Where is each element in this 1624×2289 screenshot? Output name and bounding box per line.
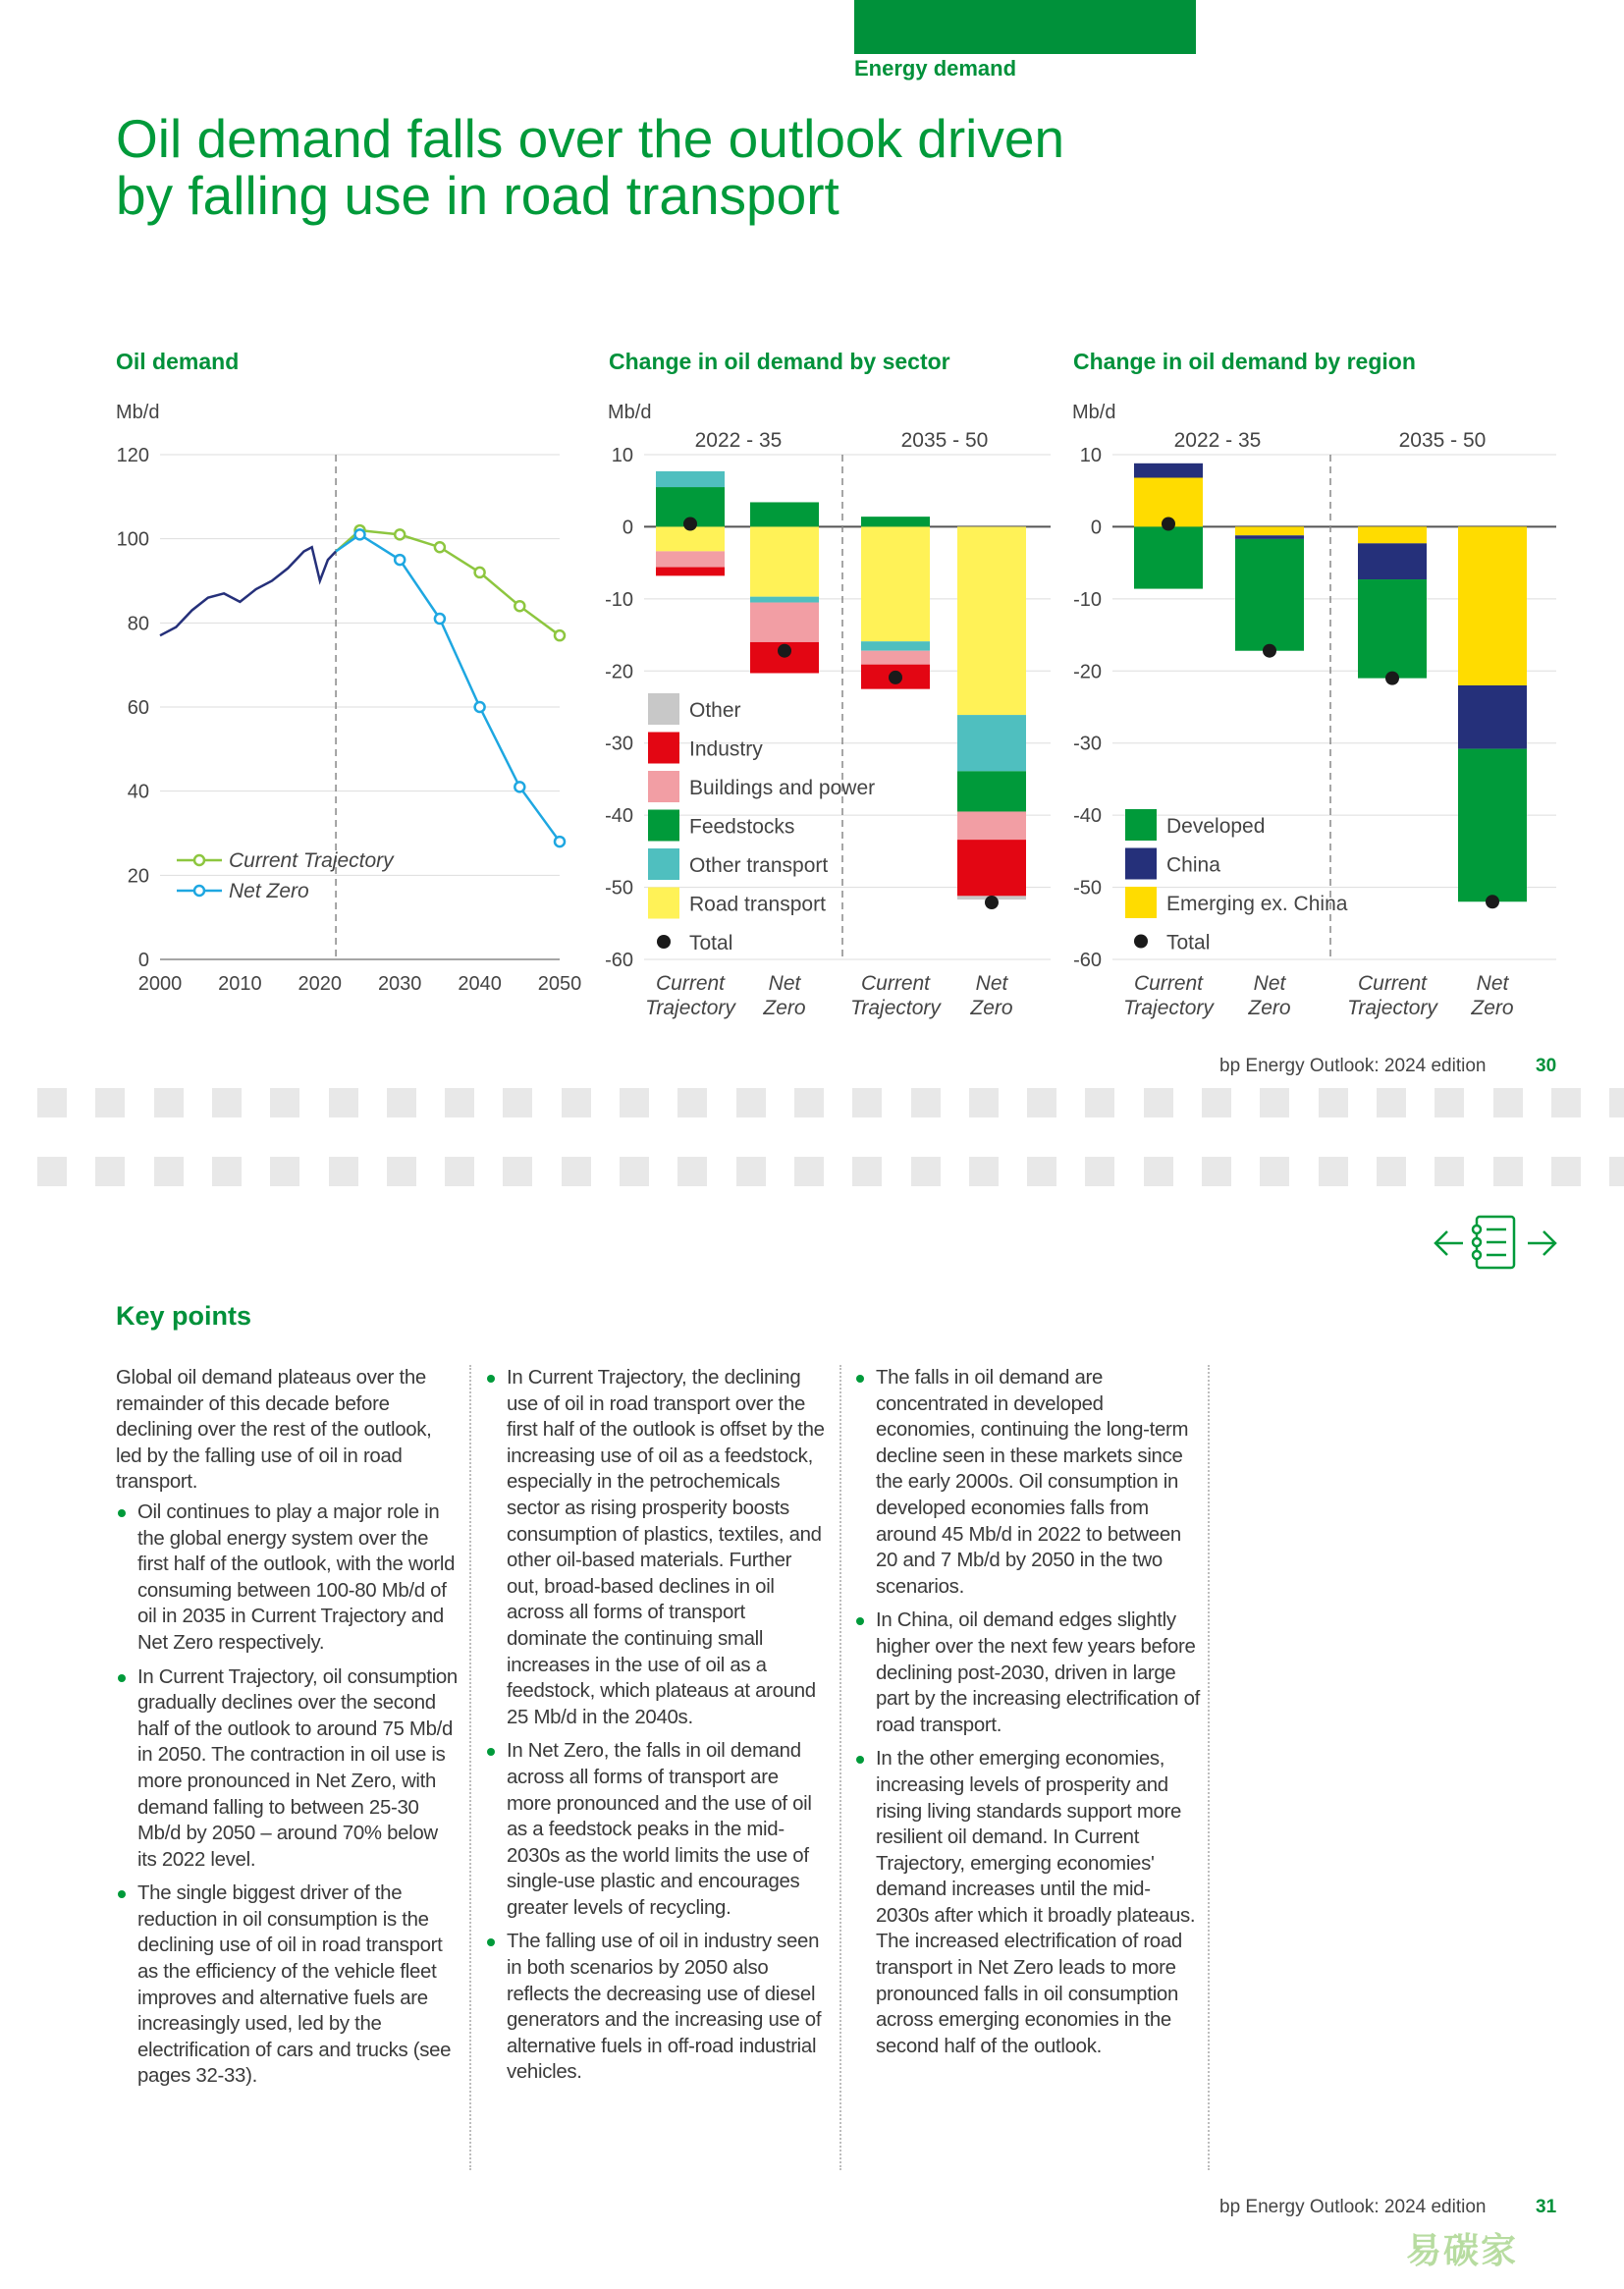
band-square <box>1027 1157 1056 1186</box>
band-square <box>1260 1157 1289 1186</box>
chart2-unit-label: Mb/d <box>608 402 652 423</box>
band-square <box>37 1088 67 1117</box>
chart2-category-label: Net <box>975 972 1008 995</box>
chart2-category-label: Current <box>655 972 726 995</box>
chart2-legend-label: Buildings and power <box>689 777 876 799</box>
band-square <box>387 1088 416 1117</box>
band-square <box>562 1088 591 1117</box>
column-divider <box>1208 1365 1210 2170</box>
key-points-column-1 <box>116 1365 461 2098</box>
band-square <box>1435 1157 1464 1186</box>
chart3-period-label: 2022 - 35 <box>1173 429 1262 452</box>
chart3-y-tick-label: -20 <box>1073 661 1102 683</box>
band-square <box>794 1157 824 1186</box>
band-square <box>852 1088 882 1117</box>
band-square <box>794 1088 824 1117</box>
band-square <box>1609 1157 1624 1186</box>
chart2-category-label: Trajectory <box>645 997 735 1019</box>
chart2-legend-marker <box>657 935 671 949</box>
bullet-point: In Current Trajectory, oil consumption gradually declines over the second half of the outlook to around 75 Mb/d in 2050. The contraction in oil use is more pronounced in Net Zero, with demand falling to between 25-30 Mb/d by 2050 – around 70% below its 2022 level. <box>116 1664 461 1874</box>
band-square <box>969 1157 999 1186</box>
chart3-y-tick-label: -40 <box>1073 805 1102 828</box>
chart1-legend-label: Net Zero <box>229 880 309 902</box>
chart1-x-tick-label: 2040 <box>458 973 502 995</box>
chart2-y-tick-label: -50 <box>605 877 633 899</box>
chart3-bar-segment <box>1358 579 1427 679</box>
chart1-y-tick-label: 60 <box>127 697 149 719</box>
band-square <box>1493 1088 1523 1117</box>
band-square <box>503 1157 532 1186</box>
page-title-line-1: Oil demand falls over the outlook driven <box>116 108 1065 169</box>
chart3-bar-segment <box>1235 535 1304 539</box>
band-square <box>95 1088 125 1117</box>
chart3-category-label: Net <box>1253 972 1286 995</box>
chart1-y-tick-label: 40 <box>127 781 149 803</box>
column-divider <box>469 1365 471 2170</box>
band-square <box>1144 1088 1173 1117</box>
key-points-column-2 <box>485 1365 825 2094</box>
chart2-legend-swatch <box>648 848 679 880</box>
band-square <box>329 1157 358 1186</box>
key-points-intro: Global oil demand plateaus over the remainder of this decade before declining over the rest of the outlook, led by the falling use of oil in road transport. <box>116 1367 432 1494</box>
band-square <box>736 1088 766 1117</box>
band-square <box>620 1088 649 1117</box>
chart2-bar-segment <box>957 840 1026 896</box>
chart3-category-label: Current <box>1133 972 1204 995</box>
chart2-category-label: Net <box>768 972 801 995</box>
bullet-point: In the other emerging economies, increasing levels of prosperity and rising living standards support more resilient oil demand. In Current Trajectory, emerging economies' demand increases until the mid-2030s after which it broadly plateaus. The increased electrification of road transport in Net Zero leads to more pronounced falls in oil consumption across emerging economies in the second half of the outlook. <box>854 1746 1200 2059</box>
band-square <box>154 1157 184 1186</box>
chart3-title: Change in oil demand by region <box>1073 349 1416 374</box>
chart3-period-label: 2035 - 50 <box>1398 429 1487 452</box>
chart2-legend-label: Road transport <box>689 893 826 916</box>
band-square <box>620 1157 649 1186</box>
chart2-bar-segment <box>656 568 725 576</box>
band-square <box>1144 1157 1173 1186</box>
chart2-bar-segment <box>750 526 819 596</box>
bullet-point: In Current Trajectory, the declining use of oil in road transport over the first half of the outlook is offset by the increasing use of oil as a feedstock, especially in the petrochemicals sector as rising prosperity boosts consumption of plastics, textiles, and other oil-based materials. Further out, broad-based declines in oil across all forms of transport dominate the continuing small increases in the use of oil as a feedstock, which plateaus at around 25 Mb/d in the 2040s. <box>485 1365 825 1730</box>
chart2-total-marker <box>778 644 791 658</box>
bullet-point: In Net Zero, the falls in oil demand across all forms of transport are more pronounced and the use of oil as a feedstock peaks in the mid-2030s as the world limits the use of single-use plastic and encourages greater levels of recycling. <box>485 1738 825 1921</box>
chart2-bar-segment <box>957 526 1026 715</box>
chart3-category-label: Current <box>1357 972 1428 995</box>
chart1-x-tick-label: 2030 <box>377 973 422 995</box>
chart1-legend-label: Current Trajectory <box>229 849 394 872</box>
band-square <box>677 1088 707 1117</box>
chart1-title: Oil demand <box>116 349 240 374</box>
chart2-period-label: 2022 - 35 <box>694 429 783 452</box>
chart3-category-label: Zero <box>1471 997 1514 1019</box>
chart2-legend-label: Total <box>689 932 733 954</box>
chart2-bar-segment <box>656 551 725 567</box>
band-square <box>1260 1088 1289 1117</box>
band-square <box>1551 1088 1581 1117</box>
chart1-y-tick-label: 100 <box>116 528 149 551</box>
chart2-bar-segment <box>861 651 930 665</box>
band-square <box>1377 1088 1406 1117</box>
chart3-total-marker <box>1162 517 1175 530</box>
chart2-y-tick-label: 0 <box>622 517 633 539</box>
band-square <box>329 1088 358 1117</box>
band-square <box>911 1157 941 1186</box>
chart3-legend-label: China <box>1166 853 1220 877</box>
band-square <box>95 1157 125 1186</box>
chart2-bar-segment <box>656 471 725 487</box>
chart1-x-tick-label: 2050 <box>537 973 582 995</box>
band-square <box>1085 1157 1114 1186</box>
chart2-total-marker <box>889 671 902 684</box>
sector-change-bar-chart <box>0 0 1624 1021</box>
chart3-y-tick-label: -50 <box>1073 877 1102 899</box>
band-square <box>212 1157 242 1186</box>
band-square <box>1435 1088 1464 1117</box>
band-square <box>387 1157 416 1186</box>
chart2-category-label: Zero <box>970 997 1013 1019</box>
chart3-bar-segment <box>1358 526 1427 543</box>
chart1-unit-label: Mb/d <box>116 402 160 423</box>
chart3-bar-segment <box>1358 543 1427 579</box>
band-square <box>1493 1157 1523 1186</box>
chart2-legend-swatch <box>648 810 679 842</box>
page-break-band-bottom <box>0 1157 1624 1190</box>
chart3-y-tick-label: -10 <box>1073 588 1102 611</box>
band-square <box>969 1088 999 1117</box>
chart2-category-label: Current <box>860 972 931 995</box>
chart2-y-tick-label: 10 <box>611 445 633 466</box>
chart2-bar-segment <box>861 641 930 651</box>
chart1-y-tick-label: 20 <box>127 865 149 888</box>
chart1-y-tick-label: 80 <box>127 613 149 635</box>
key-points-column-3 <box>854 1365 1200 2067</box>
chart3-bar-segment <box>1134 526 1203 588</box>
band-square <box>562 1157 591 1186</box>
chart2-legend-label: Feedstocks <box>689 815 795 839</box>
band-square <box>1551 1157 1581 1186</box>
chart3-y-tick-label: 10 <box>1079 445 1102 466</box>
chart2-category-label: Trajectory <box>850 997 941 1019</box>
chart3-category-label: Zero <box>1248 997 1291 1019</box>
chart2-bar-segment <box>750 597 819 603</box>
chart3-unit-label: Mb/d <box>1072 402 1116 423</box>
arrow-left-icon[interactable] <box>1435 1231 1463 1255</box>
chart1-y-tick-label: 120 <box>116 445 149 466</box>
chart1-x-tick-label: 2000 <box>137 973 183 995</box>
arrow-right-icon[interactable] <box>1528 1231 1555 1255</box>
chart3-legend-swatch <box>1125 809 1157 841</box>
band-square <box>445 1088 474 1117</box>
chart2-legend-label: Industry <box>689 737 763 761</box>
chart2-total-marker <box>985 896 999 909</box>
chart3-legend-swatch <box>1125 887 1157 918</box>
chart3-total-marker <box>1486 895 1499 908</box>
column-divider <box>839 1365 841 2170</box>
chart3-legend-marker <box>1134 935 1148 949</box>
band-square <box>503 1088 532 1117</box>
band-square <box>212 1088 242 1117</box>
chart1-y-tick-label: 0 <box>137 950 149 971</box>
chart2-y-tick-label: -40 <box>605 805 633 828</box>
chart3-bar-segment <box>1235 526 1304 535</box>
chart1-x-tick-label: 2020 <box>298 973 343 995</box>
chart3-y-tick-label: 0 <box>1090 517 1102 539</box>
page-number-31: 31 <box>1536 2197 1557 2217</box>
chart3-total-marker <box>1385 672 1399 685</box>
footer-edition-right: bp Energy Outlook: 2024 edition <box>1219 2197 1487 2217</box>
bullet-point: The falls in oil demand are concentrated in developed economies, continuing the long-term decline seen in these markets since the early 2000s. Oil consumption in developed economies falls from around 45 Mb/d in 2022 to between 20 and 7 Mb/d by 2050 in the two scenarios. <box>854 1365 1200 1600</box>
band-square <box>154 1088 184 1117</box>
chart2-legend-swatch <box>648 888 679 919</box>
bullet-point: Oil continues to play a major role in the global energy system over the first half of the outlook, with the world consuming between 100-80 Mb/d of oil in 2035 in Current Trajectory and Net Zero respectively. <box>116 1499 461 1657</box>
chart2-bar-segment <box>957 771 1026 811</box>
band-square <box>677 1157 707 1186</box>
chart3-legend-label: Emerging ex. China <box>1166 893 1348 915</box>
contents-list-icon[interactable] <box>1473 1217 1514 1268</box>
chart2-legend-swatch <box>648 733 679 764</box>
chart2-legend-label: Other <box>689 699 741 722</box>
band-square <box>1027 1088 1056 1117</box>
band-square <box>1609 1088 1624 1117</box>
chart3-category-label: Trajectory <box>1347 997 1437 1019</box>
band-square <box>911 1088 941 1117</box>
chart2-period-label: 2035 - 50 <box>900 429 989 452</box>
chart3-y-tick-label: -60 <box>1073 950 1102 971</box>
chart2-category-label: Zero <box>763 997 806 1019</box>
chart2-y-tick-label: -60 <box>605 950 633 971</box>
chart2-bar-segment <box>957 715 1026 771</box>
band-square <box>1085 1088 1114 1117</box>
bullet-point: The falling use of oil in industry seen in both scenarios by 2050 also reflects the decreasing use of diesel generators and the increasing use of alternative fuels in off-road industrial vehicles. <box>485 1929 825 2086</box>
footer-edition-left: bp Energy Outlook: 2024 edition <box>1219 1056 1487 1076</box>
band-square <box>852 1157 882 1186</box>
band-square <box>1202 1157 1231 1186</box>
chart1-x-tick-label: 2010 <box>218 973 262 995</box>
page-number-30: 30 <box>1536 1056 1557 1076</box>
chart3-bar-segment <box>1134 463 1203 478</box>
chart3-total-marker <box>1263 644 1276 658</box>
chart2-legend-swatch <box>648 693 679 725</box>
key-points-title: Key points <box>116 1301 252 1331</box>
chart2-y-tick-label: -10 <box>605 588 633 611</box>
chart3-bar-segment <box>1458 526 1527 685</box>
page-break-band-top <box>0 1088 1624 1121</box>
band-square <box>270 1088 299 1117</box>
chart2-legend-label: Other transport <box>689 854 829 877</box>
chart3-category-label: Trajectory <box>1123 997 1214 1019</box>
chart2-bar-segment <box>861 517 930 526</box>
chart2-total-marker <box>683 517 697 530</box>
chart2-y-tick-label: -20 <box>605 661 633 683</box>
band-square <box>736 1157 766 1186</box>
chart2-bar-segment <box>861 526 930 641</box>
band-square <box>1202 1088 1231 1117</box>
chart3-legend-label: Total <box>1166 931 1211 954</box>
chart3-category-label: Net <box>1476 972 1509 995</box>
chart2-bar-segment <box>750 603 819 642</box>
chart3-bar-segment <box>1458 685 1527 749</box>
chart3-bar-segment <box>1458 749 1527 902</box>
bullet-point: The single biggest driver of the reduction in oil consumption is the declining use of oil in road transport as the efficiency of the vehicle fleet improves and alternative fuels are increasingly used, led by the electrification of cars and trucks (see pages 32-33). <box>116 1880 461 2090</box>
band-square <box>270 1157 299 1186</box>
chart3-legend-label: Developed <box>1166 815 1266 838</box>
band-square <box>1319 1088 1348 1117</box>
band-square <box>1377 1157 1406 1186</box>
chart3-y-tick-label: -30 <box>1073 733 1102 755</box>
chart2-y-tick-label: -30 <box>605 733 633 755</box>
section-label: Energy demand <box>854 56 1017 81</box>
chart2-legend-swatch <box>648 771 679 802</box>
chart2-bar-segment <box>957 811 1026 840</box>
band-square <box>1319 1157 1348 1186</box>
band-square <box>445 1157 474 1186</box>
navigation-controls <box>1434 1213 1561 1274</box>
band-square <box>37 1157 67 1186</box>
bullet-point: In China, oil demand edges slightly higher over the next few years before declining post-2030, driven in large part by the increasing electrification of road transport. <box>854 1608 1200 1738</box>
chart3-legend-swatch <box>1125 848 1157 880</box>
page-title-line-2: by falling use in road transport <box>116 165 839 226</box>
chart3-bar-segment <box>1235 539 1304 651</box>
chart2-bar-segment <box>750 502 819 526</box>
watermark-logo: 易碳家 <box>1406 2230 1519 2270</box>
chart2-title: Change in oil demand by sector <box>609 349 950 374</box>
